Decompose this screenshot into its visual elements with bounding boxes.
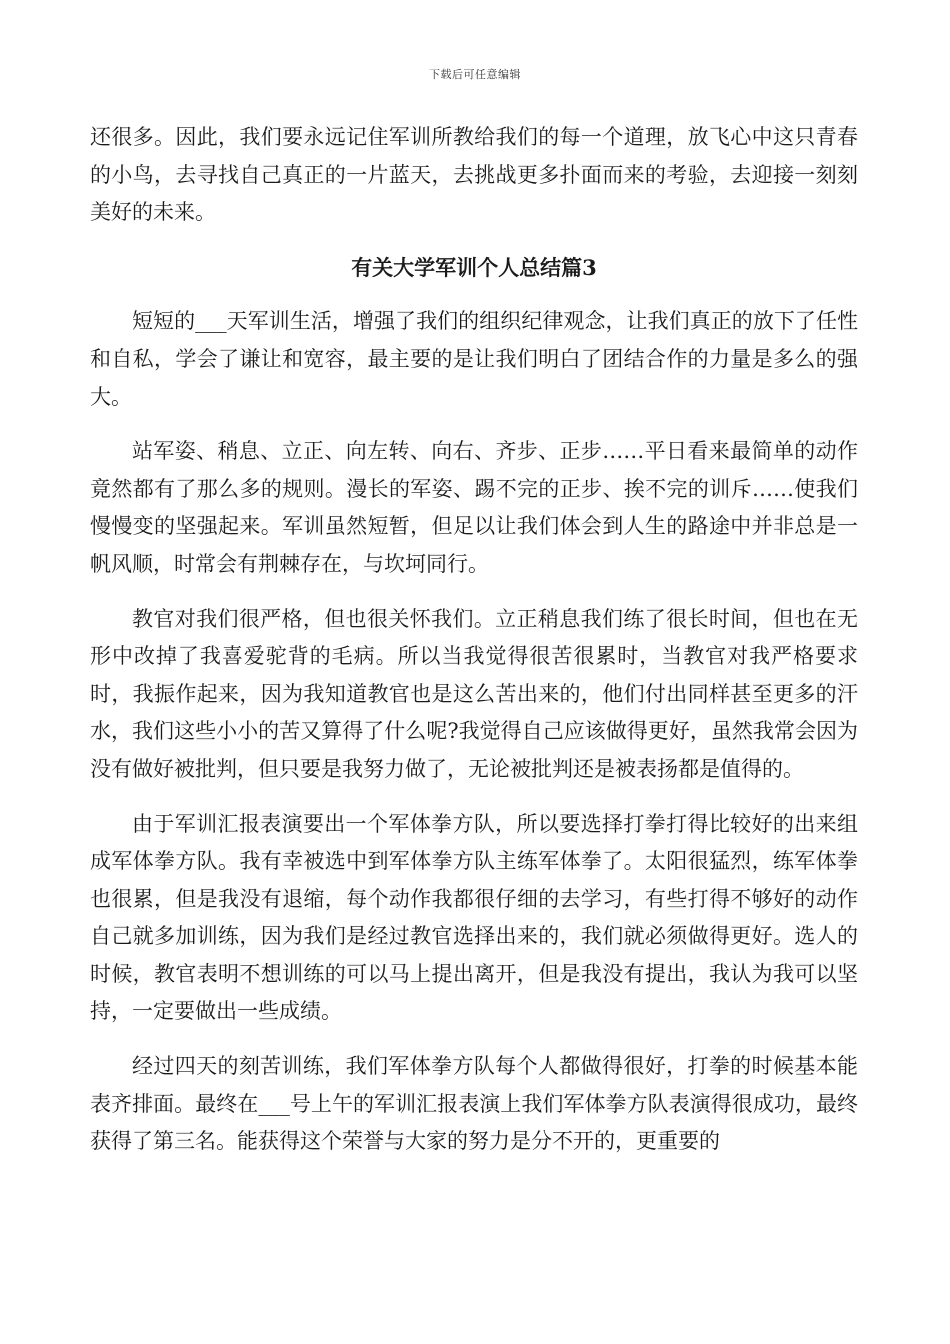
paragraph: 由于军训汇报表演要出一个军体拳方队，所以要选择打拳打得比较好的出来组成军体拳方队。我有幸被选中到军体拳方队主练军体拳了。太阳很猛烈，练军体拳也很累，但是我没有退缩，每个动作我都很仔细的去学习，有些打得不够好的动作自己就多加训练，因为我们是经过教官选择出来的，我们就必须做得更好。选人的时候，教官表明不想训练的可以马上提出离开，但是我没有提出，我认为我可以坚持，一定要做出一些成绩。 [90,811,858,1024]
document-body [90,119,858,1161]
paragraph: 经过四天的刻苦训练，我们军体拳方队每个人都做得很好，打拳的时候基本能表齐排面。最终在___号上午的军训汇报表演上我们军体拳方队表演得很成功，最终获得了第三名。能获得这个荣誉与大家的努力是分不开的，更重要的 [90,1054,858,1154]
paragraph: 站军姿、稍息、立正、向左转、向右、齐步、正步……平日看来最简单的动作竟然都有了那么多的规则。漫长的军姿、踢不完的正步、挨不完的训斥……使我们慢慢变的坚强起来。军训虽然短暂，但足以让我们体会到人生的路途中并非总是一帆风顺，时常会有荆棘存在，与坎坷同行。 [90,439,858,576]
spacer [90,286,858,303]
section-title: 有关大学军训个人总结篇3 [351,254,597,280]
paragraph: 短短的___天军训生活，增强了我们的组织纪律观念，让我们真正的放下了任性和自私，学会了谦让和宽容，最主要的是让我们明白了团结合作的力量是多么的强大。 [90,309,858,409]
page-header: 下载后可任意编辑 [429,68,521,81]
spacer [90,789,858,806]
spacer [90,232,858,249]
spacer [90,584,858,601]
spacer [90,1031,858,1048]
paragraph: 教官对我们很严格，但也很关怀我们。立正稍息我们练了很长时间，但也在无形中改掉了我喜爱驼背的毛病。所以当我觉得很苦很累时，当教官对我严格要求时，我振作起来，因为我知道教官也是这么苦出来的，他们付出同样甚至更多的汗水，我们这些小小的苦又算得了什么呢?我觉得自己应该做得更好，虽然我常会因为没有做好被批判，但只要是我努力做了，无论被批判还是被表扬都是值得的。 [90,606,858,781]
spacer [90,416,858,433]
paragraph-continued: 还很多。因此，我们要永远记住军训所教给我们的每一个道理，放飞心中这只青春的小鸟，去寻找自己真正的一片蓝天，去挑战更多扑面而来的考验，去迎接一刻刻美好的未来。 [90,125,858,225]
